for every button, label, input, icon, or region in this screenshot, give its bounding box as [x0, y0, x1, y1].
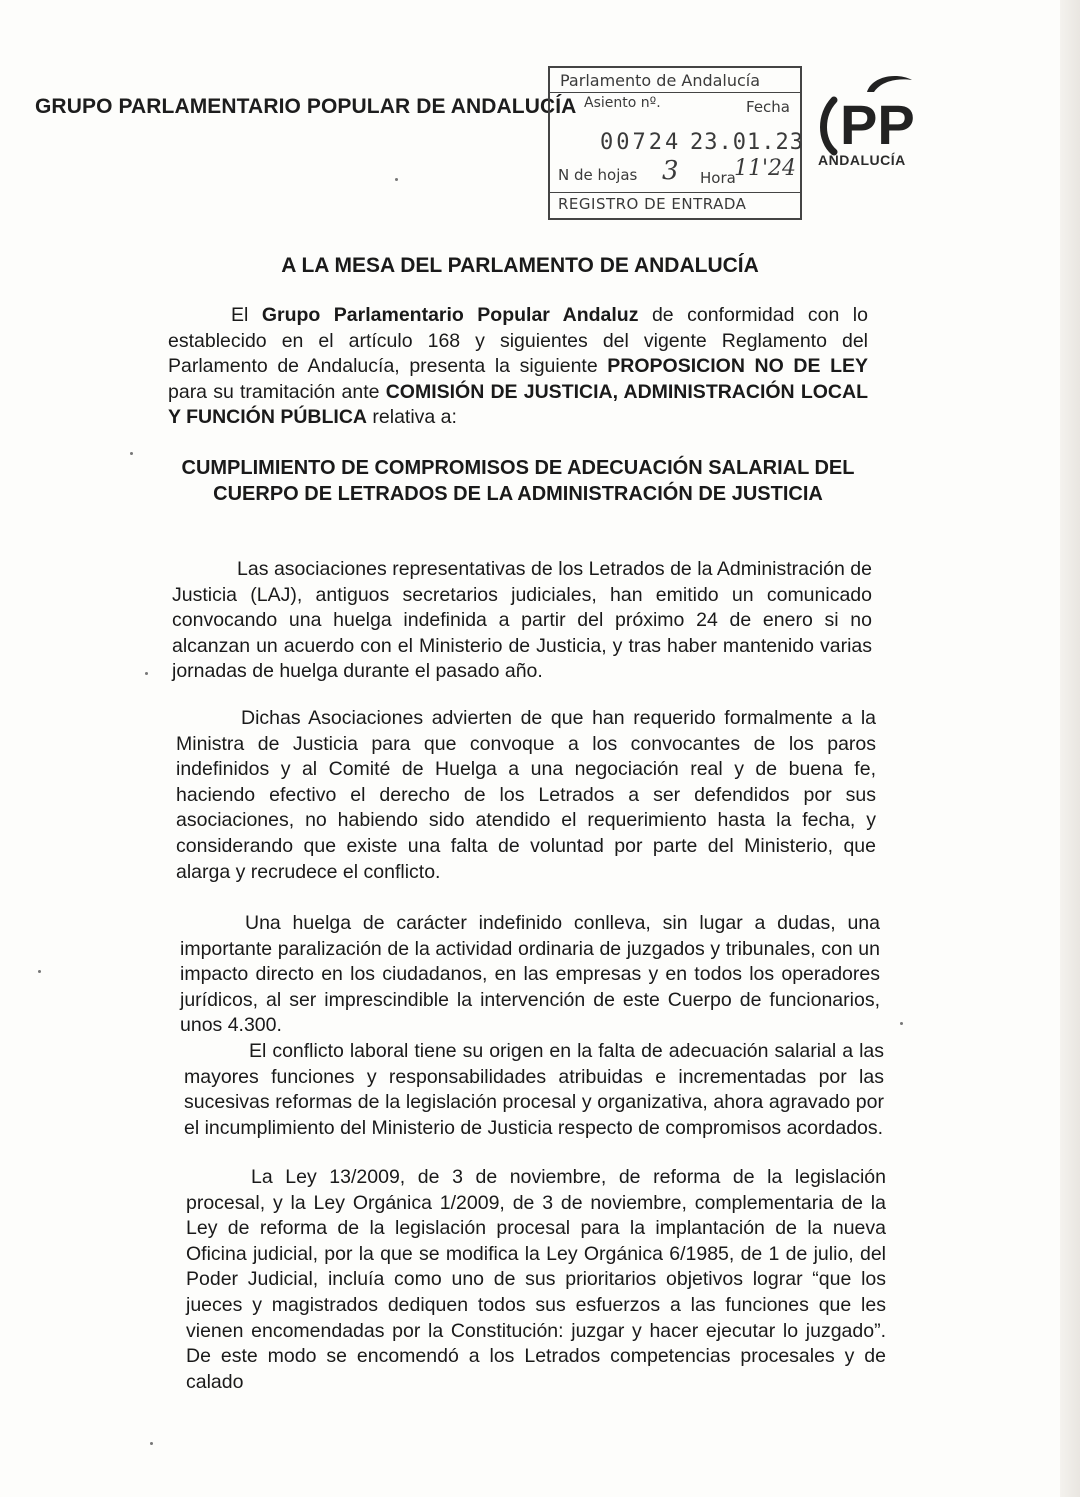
stamp-hojas-value: 3: [662, 156, 679, 186]
logo-subtitle: ANDALUCÍA: [818, 152, 906, 168]
intro-commission: COMISIÓN DE JUSTICIA, ADMINISTRACIÓN LOCAL Y FUNCIÓN PÚBLICA: [168, 380, 868, 429]
intro-proposal-type: PROPOSICION NO DE LEY: [607, 355, 869, 378]
intro-text: de conformidad con lo establecido en el artículo 168 y siguientes del vigente Reglamento del Parlamento de Andalucía, presenta la siguiente: [168, 304, 868, 378]
registry-stamp: [548, 66, 802, 220]
body-paragraph: Las asociaciones representativas de los Letrados de la Administración de Justicia (LAJ), antiguos secretarios judiciales, han emitido un comunicado convocando una huelga indefinida a partir del próximo 24 de enero si no alcanzan un acuerdo con el Ministerio de Justicia, y tras haber mantenido varias jornadas de huelga durante el pasado año.: [172, 558, 872, 683]
proposal-subject: CUMPLIMIENTO DE COMPROMISOS DE ADECUACIÓN SALARIAL DEL CUERPO DE LETRADOS DE LA ADMINISTRACIÓN DE JUSTICIA: [181, 457, 855, 505]
intro-text: El: [231, 304, 262, 326]
stamp-hora-label: Hora: [700, 169, 736, 187]
scan-speck: [38, 970, 41, 973]
stamp-hora-value: 11'24: [734, 156, 797, 181]
stamp-registro-label: REGISTRO DE ENTRADA: [558, 195, 747, 213]
intro-group-name: Grupo Parlamentario Popular Andaluz: [261, 304, 639, 326]
scan-speck: [900, 1022, 903, 1025]
body-paragraph: El conflicto laboral tiene su origen en la falta de adecuación salarial a las mayores funciones y responsabilidades atribuidas e incrementadas por las sucesivas reformas de la legislación procesal y organizativa, ahora agravado por el incumplimiento del Ministerio de Justicia respecto de compromisos acordados.: [184, 1040, 884, 1139]
document-title: A LA MESA DEL PARLAMENTO DE ANDALUCÍA: [281, 254, 759, 277]
stamp-fecha-label: Fecha: [746, 98, 790, 116]
body-paragraph: Una huelga de carácter indefinido conlleva, sin lugar a dudas, una importante paralización de la actividad ordinaria de juzgados y tribunales, con un impacto directo en los ciudadanos, en las empresas y en todos los operadores jurídicos, al ser imprescindible la intervención de este Cuerpo de funcionarios, unos 4.300.: [180, 912, 880, 1037]
intro-text: para su tramitación ante: [168, 380, 386, 403]
scan-speck: [150, 1442, 153, 1445]
scan-speck: [130, 452, 133, 455]
stamp-hojas-label: N de hojas: [558, 166, 638, 184]
intro-text: relativa a:: [366, 406, 457, 429]
stamp-divider: [550, 92, 800, 93]
stamp-divider: [550, 192, 800, 193]
stamp-entry-number: 00724: [600, 130, 682, 155]
stamp-entry-date: 23.01.23: [690, 130, 804, 155]
scan-speck: [395, 178, 398, 181]
stamp-title: Parlamento de Andalucía: [560, 71, 761, 90]
stamp-asiento-label: Asiento nº.: [584, 95, 661, 111]
scan-speck: [145, 672, 148, 675]
body-paragraph: Dichas Asociaciones advierten de que han requerido formalmente a la Ministra de Justicia para que convoque a los convocantes de los paros indefinidos y al Comité de Huelga a una negociación real y de buena fe, haciendo efectivo el derecho de los Letrados a ser defendidos por sus asociaciones, no habiendo sido atendido el requerimiento hasta la fecha, y considerando que existe una falta de voluntad por parte del Ministerio, que alarga y recrudece el conflicto.: [176, 707, 876, 883]
intro-paragraph: [168, 303, 868, 431]
group-header: GRUPO PARLAMENTARIO POPULAR DE ANDALUCÍA: [35, 95, 577, 118]
logo-mark: PP: [840, 93, 915, 156]
body-paragraph: La Ley 13/2009, de 3 de noviembre, de reforma de la legislación procesal, y la Ley Orgánica 1/2009, de 3 de noviembre, complementaria de la Ley de reforma de la legislación procesal para la implantación de la nueva Oficina judicial, por la que se modifica la Ley Orgánica 6/1985, de 1 de julio, del Poder Judicial, incluía como uno de sus prioritarios objetivos lograr “que los jueces y magistrados dediquen todos sus esfuerzos a las funciones que les vienen encomendadas por la Constitución: juzgar y hacer ejecutar lo juzgado”. De este modo se encomendó a los Letrados competencias procesales y de calado: [186, 1166, 886, 1393]
scan-edge: [1060, 0, 1080, 1497]
